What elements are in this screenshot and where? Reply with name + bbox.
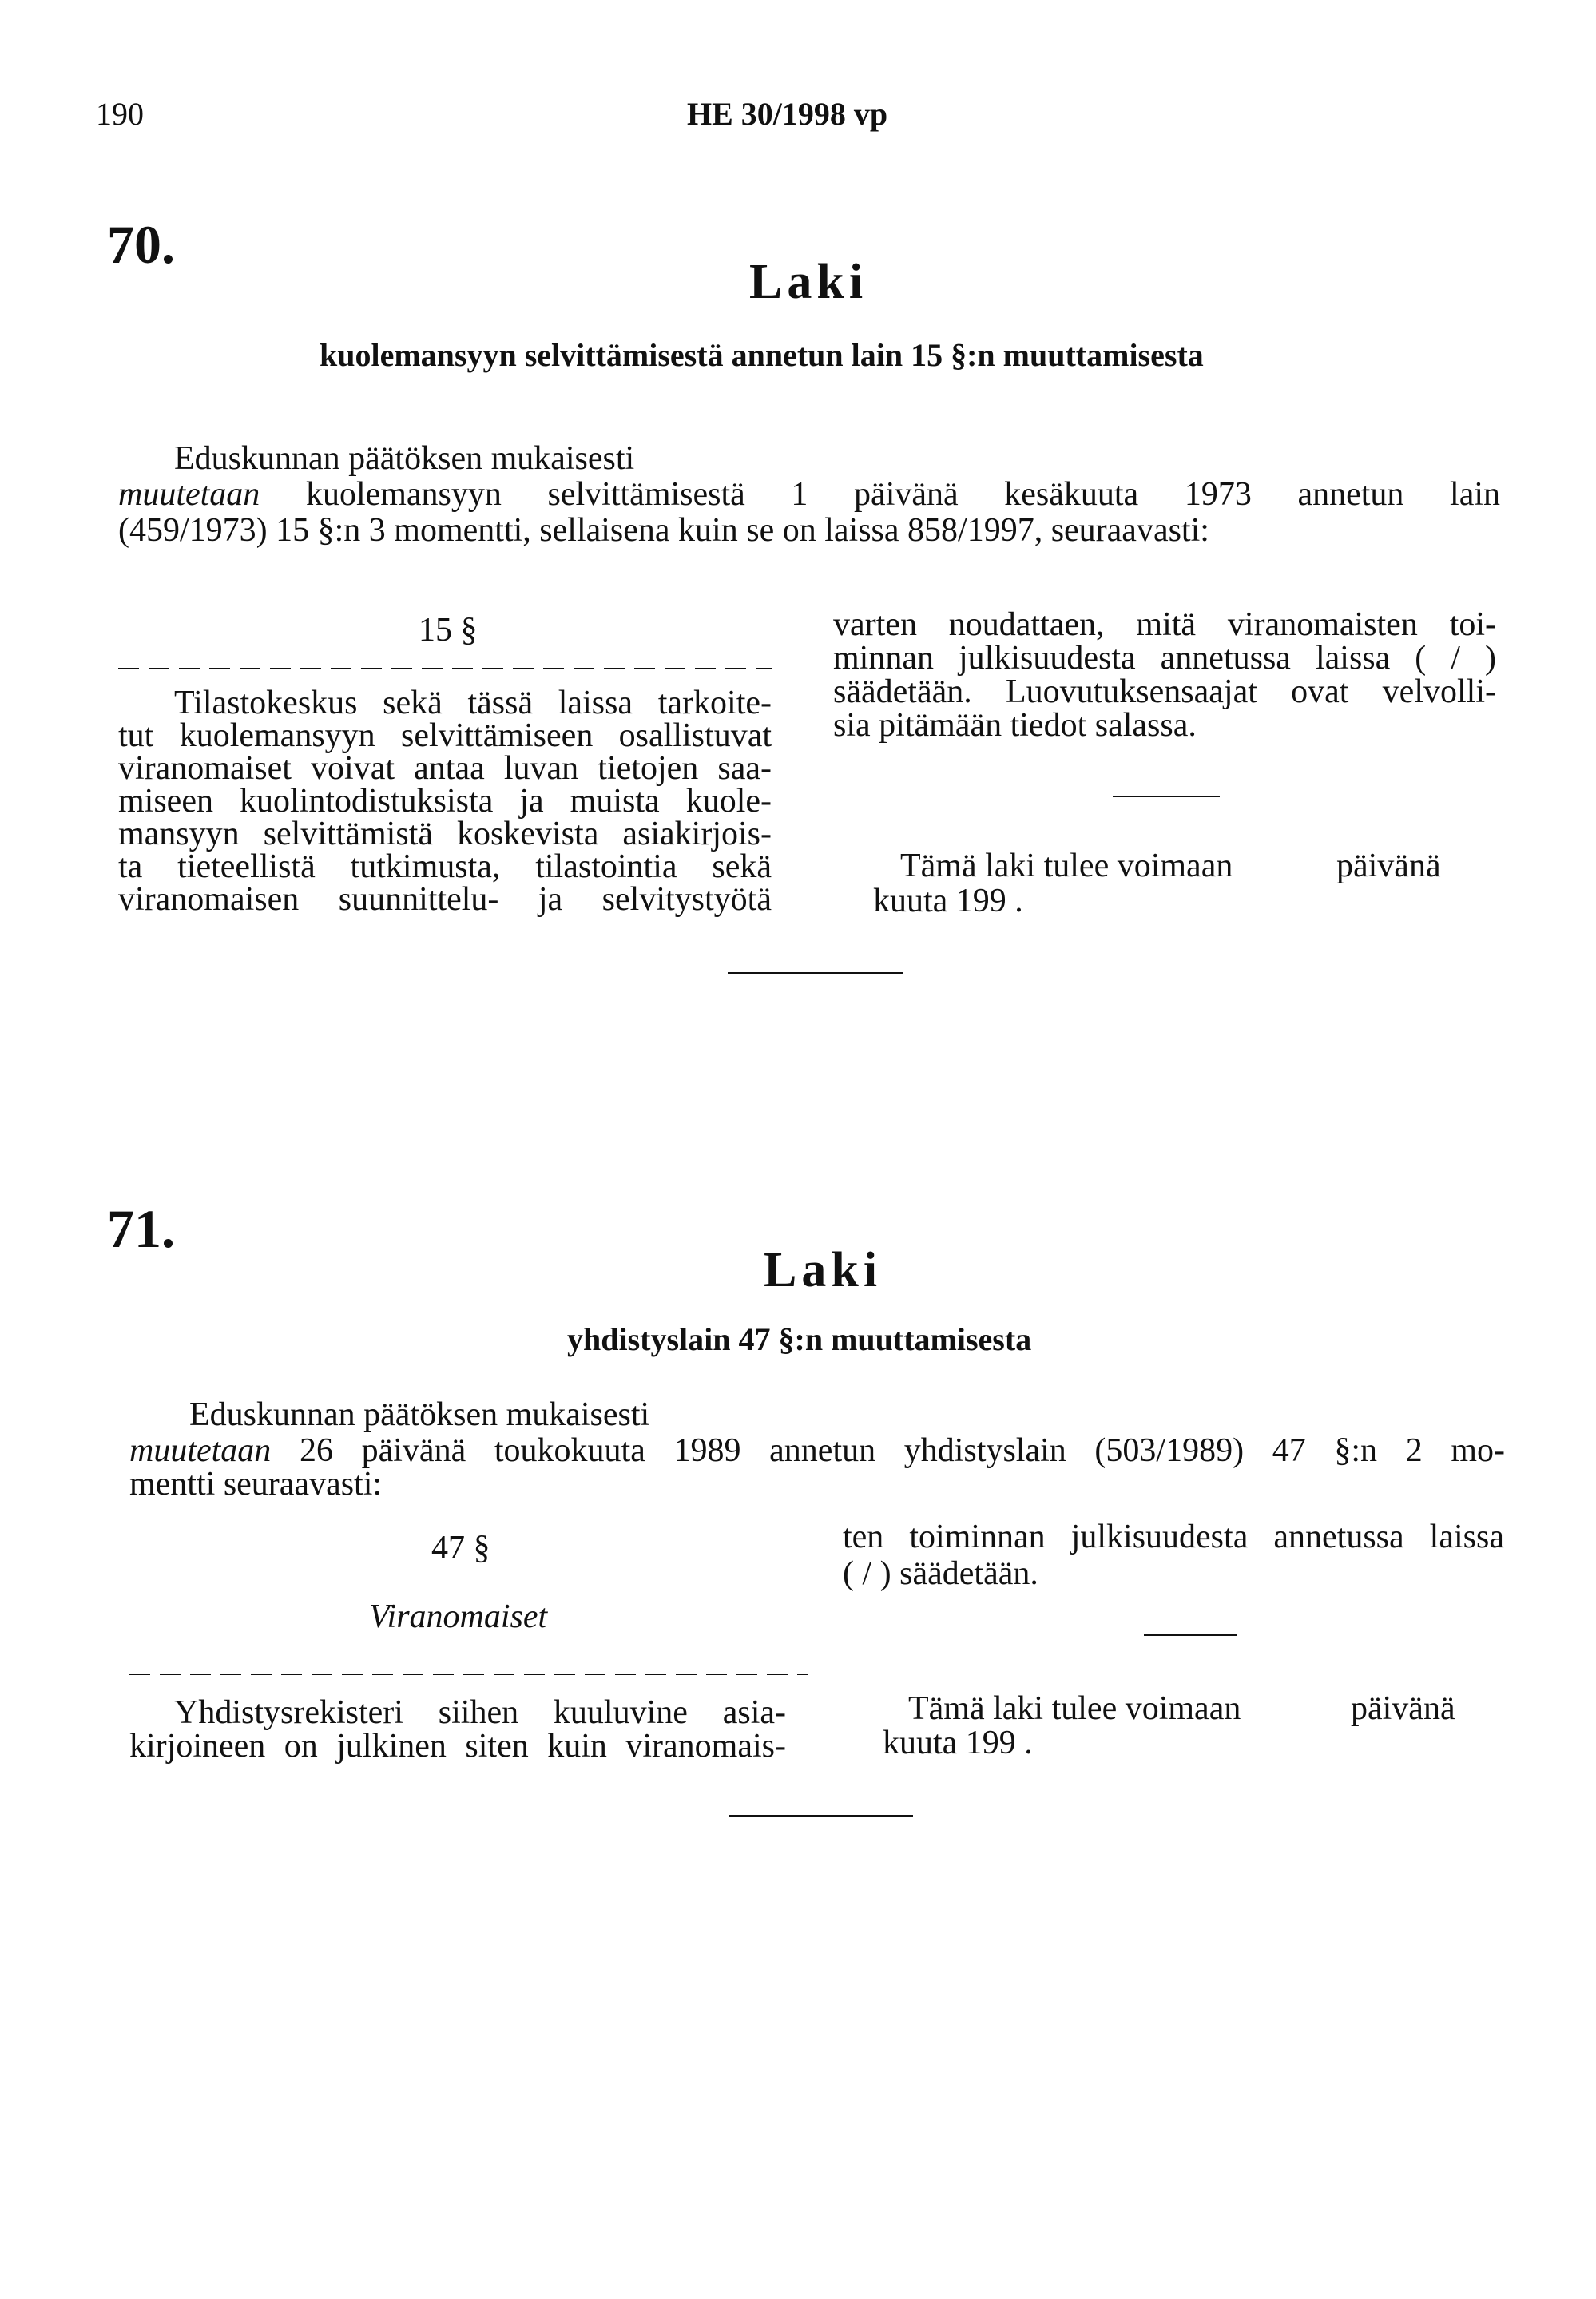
effective-date-text: Tämä laki tulee voimaan — [900, 848, 1233, 884]
law-number: 71. — [107, 1198, 175, 1259]
left-line-5: mansyyn selvittämistä koskevista asiakirjois- — [118, 816, 772, 852]
left-line-2: tut kuolemansyyn selvittämiseen osallistuvat — [118, 717, 772, 754]
amendment-text: kuolemansyyn selvittämisestä 1 päivänä kesäkuuta 1973 annetun lain — [305, 476, 1500, 513]
effective-date-month: kuuta 199 . — [873, 883, 1023, 919]
effective-date-month: kuuta 199 . — [883, 1725, 1033, 1761]
law-subtitle: kuolemansyyn selvittämisestä annetun lain 15 §:n muuttamisesta — [320, 337, 1204, 373]
left-line-3: viranomaiset voivat antaa luvan tietojen saa- — [118, 750, 772, 787]
left-line-1: Yhdistysrekisteri siihen kuuluvine asia- — [174, 1694, 786, 1731]
left-line-7: viranomaisen suunnittelu- ja selvitystyötä — [118, 881, 772, 918]
right-line-3: säädetään. Luovutuksensaajat ovat velvolli- — [833, 673, 1496, 710]
amendment-verb: muutetaan — [129, 1432, 272, 1469]
document-id: HE 30/1998 vp — [687, 96, 888, 132]
section-subheading: Viranomaiset — [369, 1598, 548, 1635]
omission-dashes — [118, 668, 772, 669]
effective-date-day: päivänä — [1336, 848, 1441, 884]
left-line-2: kirjoineen on julkinen siten kuin viranomais- — [129, 1728, 786, 1765]
left-line-6: ta tieteellistä tutkimusta, tilastointia sekä — [118, 848, 772, 885]
right-line-2: minnan julkisuudesta annetussa laissa ( / ) — [833, 640, 1496, 677]
amendment-verb: muutetaan — [118, 476, 260, 513]
law-title: Laki — [764, 1243, 883, 1297]
enactment-clause: Eduskunnan päätöksen mukaisesti — [189, 1396, 650, 1433]
right-line-4: sia pitämään tiedot salassa. — [833, 707, 1197, 744]
amendment-line-cont: mentti seuraavasti: — [129, 1466, 383, 1503]
separator-rule — [1144, 1634, 1237, 1636]
right-line-1: varten noudattaen, mitä viranomaisten toi- — [833, 606, 1496, 643]
omission-dashes — [129, 1674, 808, 1675]
law-number: 70. — [107, 214, 175, 275]
amendment-text: 26 päivänä toukokuuta 1989 annetun yhdistyslain (503/1989) 47 §:n 2 mo- — [299, 1432, 1506, 1469]
right-line-2: ( / ) säädetään. — [843, 1555, 1038, 1592]
page-number: 190 — [96, 96, 144, 132]
amendment-line-cont: (459/1973) 15 §:n 3 momentti, sellaisena kuin se on laissa 858/1997, seuraavasti: — [118, 512, 1209, 549]
amendment-line — [118, 475, 1500, 514]
right-line-1: ten toiminnan julkisuudesta annetussa laissa — [843, 1519, 1504, 1555]
left-line-4: miseen kuolintodistuksista ja muista kuole- — [118, 783, 772, 820]
effective-date-day: päivänä — [1351, 1690, 1455, 1727]
law-subtitle: yhdistyslain 47 §:n muuttamisesta — [567, 1321, 1032, 1357]
left-line-1: Tilastokeskus sekä tässä laissa tarkoite- — [174, 685, 772, 721]
end-rule — [728, 972, 903, 974]
end-rule — [729, 1815, 913, 1817]
section-heading: 47 § — [431, 1530, 490, 1566]
section-heading: 15 § — [419, 612, 478, 649]
separator-rule — [1113, 796, 1220, 797]
enactment-clause: Eduskunnan päätöksen mukaisesti — [174, 440, 635, 477]
effective-date-text: Tämä laki tulee voimaan — [908, 1690, 1241, 1727]
law-title: Laki — [749, 255, 868, 309]
